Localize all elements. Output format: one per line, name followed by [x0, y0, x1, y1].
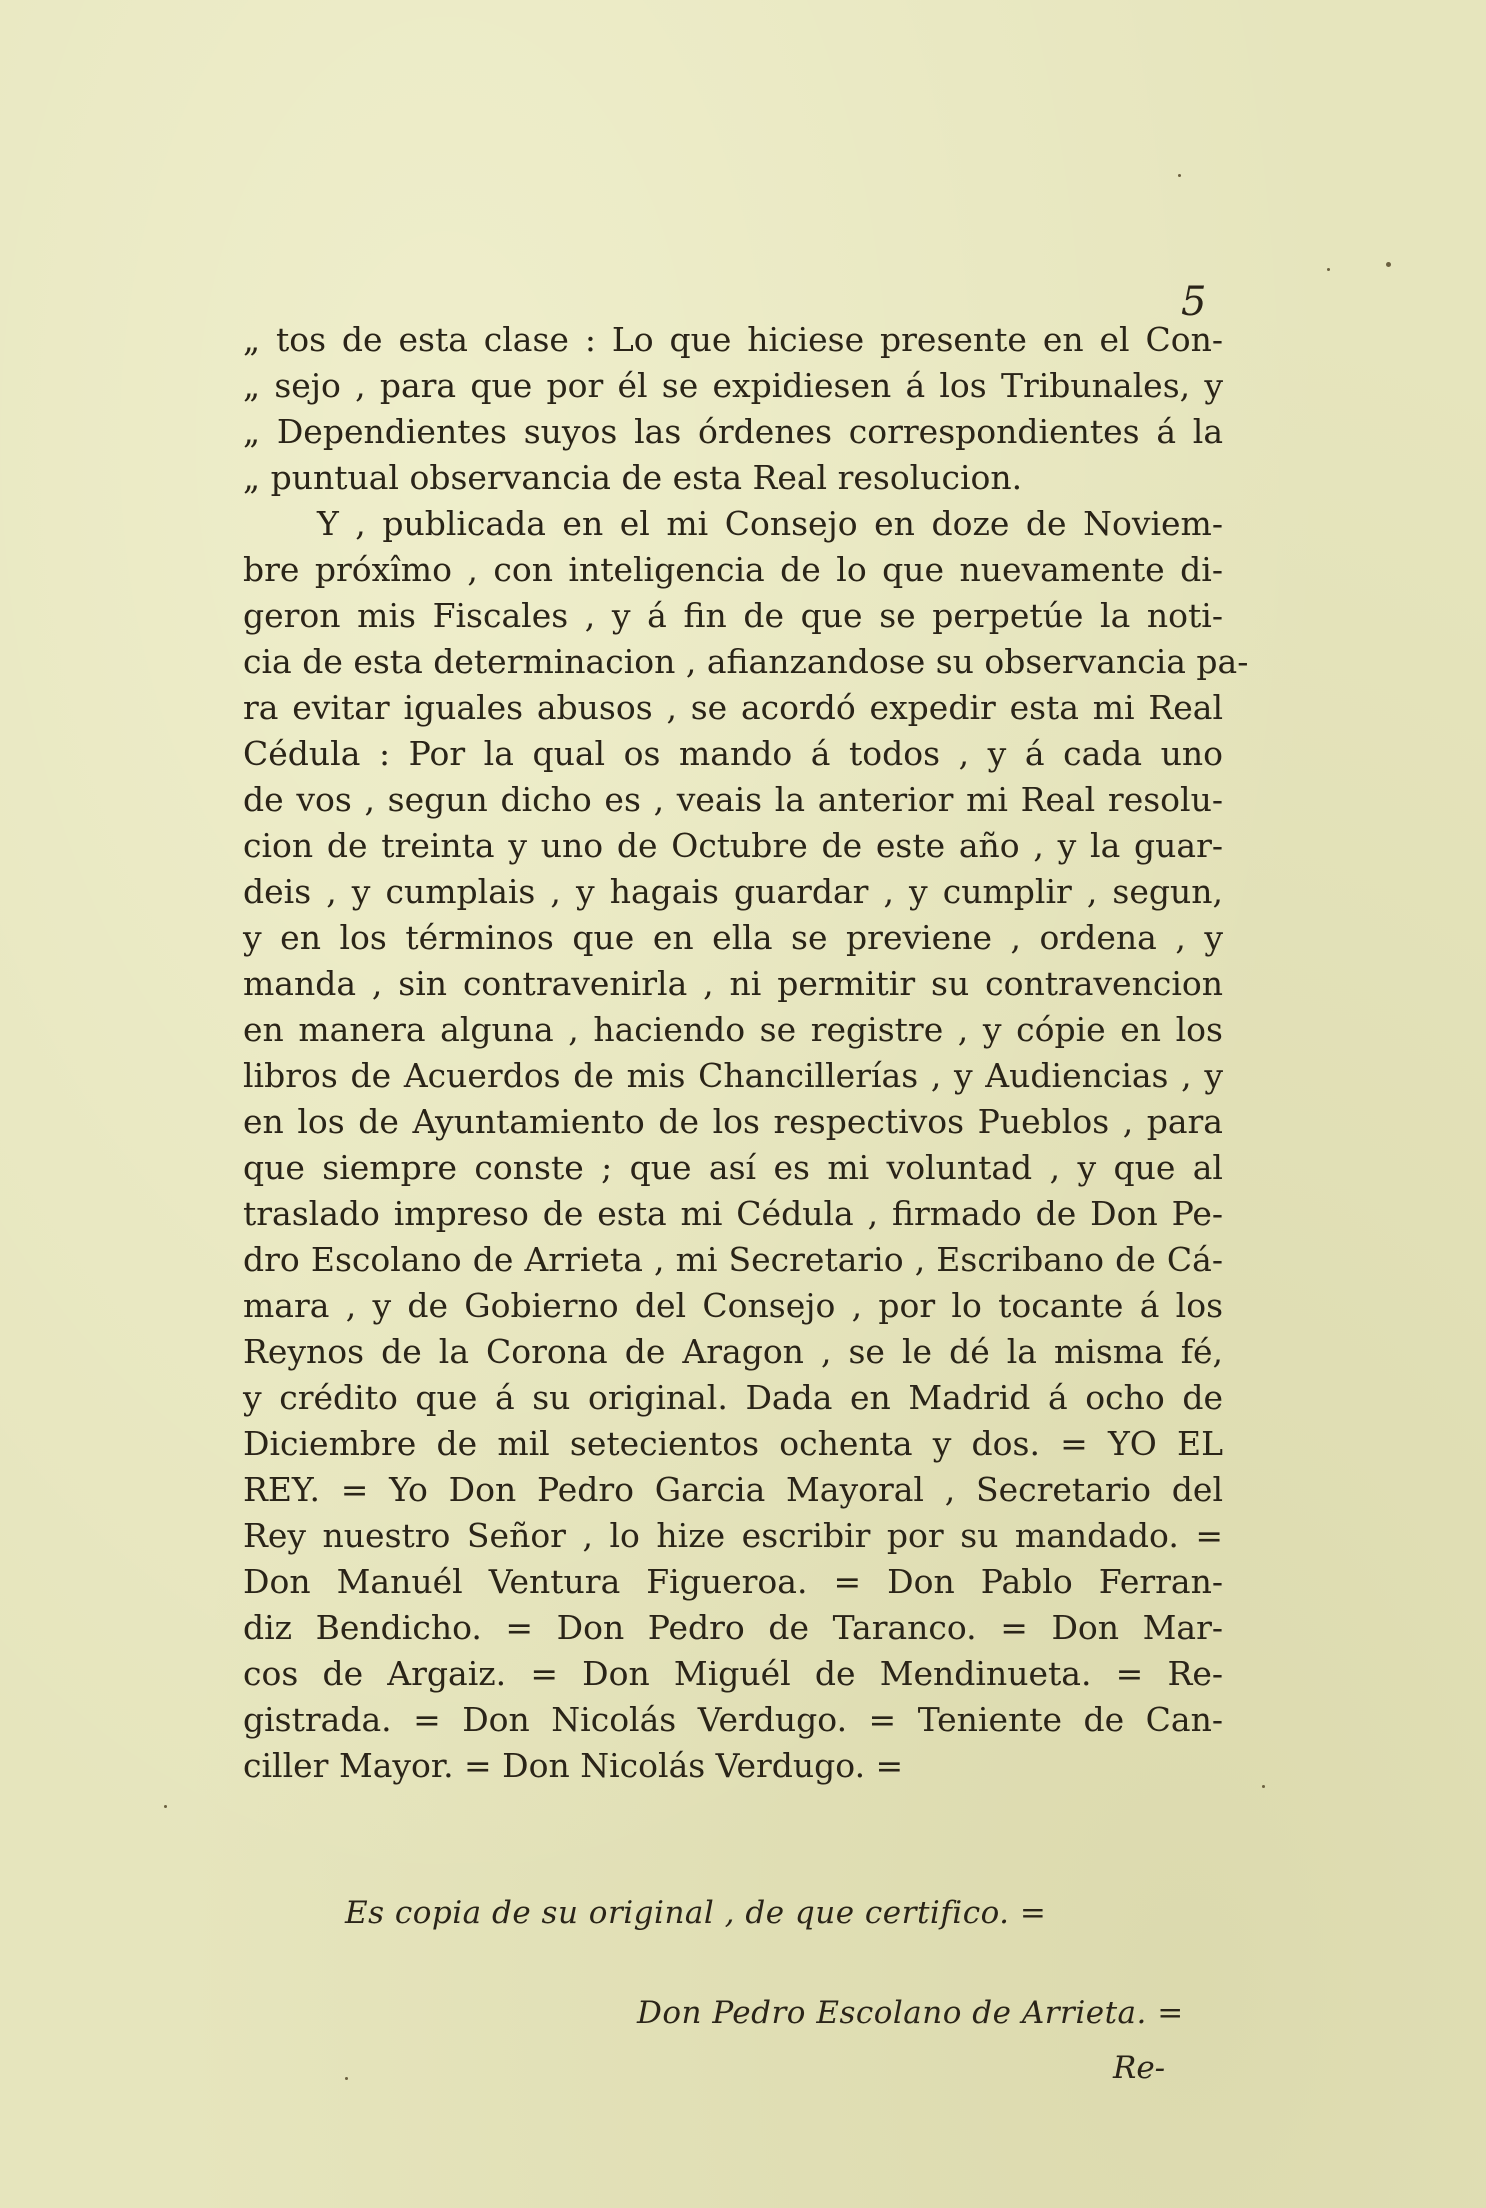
- text-line: ra evitar iguales abusos , se acordó expedir esta mi Real: [243, 688, 1223, 727]
- certification-line: Es copia de su original , de que certifico. =: [345, 1895, 1047, 1931]
- folio-number: 5: [1181, 279, 1207, 325]
- text-line: traslado impreso de esta mi Cédula , firmado de Don Pe-: [243, 1194, 1223, 1233]
- text-line: „ tos de esta clase : Lo que hiciese presente en el Con-: [243, 320, 1223, 359]
- text-line: de vos , segun dicho es , veais la anterior mi Real resolu-: [243, 780, 1223, 819]
- text-line: ciller Mayor. = Don Nicolás Verdugo. =: [243, 1746, 904, 1785]
- text-line: Cédula : Por la qual os mando á todos , y á cada uno: [243, 734, 1223, 773]
- text-line: „ Dependientes suyos las órdenes correspondientes á la: [243, 412, 1223, 451]
- text-line: Y , publicada en el mi Consejo en doze de Noviem-: [317, 504, 1223, 543]
- text-line: que siempre conste ; que así es mi voluntad , y que al: [243, 1148, 1223, 1187]
- text-line: cos de Argaiz. = Don Miguél de Mendinueta. = Re-: [243, 1654, 1223, 1693]
- text-line: manda , sin contravenirla , ni permitir su contravencion: [243, 964, 1223, 1003]
- text-line: dro Escolano de Arrieta , mi Secretario , Escribano de Cá-: [243, 1240, 1223, 1279]
- text-line: mara , y de Gobierno del Consejo , por lo tocante á los: [243, 1286, 1223, 1325]
- catchword: Re-: [1113, 2050, 1166, 2086]
- text-line: diz Bendicho. = Don Pedro de Taranco. = Don Mar-: [243, 1608, 1223, 1647]
- body-text: [243, 317, 1249, 1789]
- text-line: y en los términos que en ella se previene , ordena , y: [243, 918, 1223, 957]
- text-line: „ puntual observancia de esta Real resolucion.: [243, 458, 1023, 497]
- paper-speck: [1178, 174, 1181, 177]
- paper-speck: [1327, 268, 1330, 271]
- text-line: Diciembre de mil setecientos ochenta y dos. = YO EL: [243, 1424, 1223, 1463]
- signature-line: Don Pedro Escolano de Arrieta. =: [637, 1995, 1184, 2031]
- text-line: en manera alguna , haciendo se registre , y cópie en los: [243, 1010, 1223, 1049]
- text-line: Reynos de la Corona de Aragon , se le dé la misma fé,: [243, 1332, 1223, 1371]
- text-line: libros de Acuerdos de mis Chancillerías , y Audiencias , y: [243, 1056, 1223, 1095]
- paper-speck: [345, 2077, 348, 2080]
- text-line: y crédito que á su original. Dada en Madrid á ocho de: [243, 1378, 1223, 1417]
- text-line: REY. = Yo Don Pedro Garcia Mayoral , Secretario del: [243, 1470, 1223, 1509]
- paper-speck: [1262, 1785, 1265, 1788]
- text-line: bre próxîmo , con inteligencia de lo que nuevamente di-: [243, 550, 1223, 589]
- text-line: deis , y cumplais , y hagais guardar , y cumplir , segun,: [243, 872, 1223, 911]
- text-line: cia de esta determinacion , afianzandose su observancia pa-: [243, 642, 1249, 681]
- paper-speck: [164, 1805, 167, 1808]
- text-line: gistrada. = Don Nicolás Verdugo. = Teniente de Can-: [243, 1700, 1223, 1739]
- text-line: „ sejo , para que por él se expidiesen á los Tribunales, y: [243, 366, 1223, 405]
- text-line: en los de Ayuntamiento de los respectivos Pueblos , para: [243, 1102, 1223, 1141]
- text-line: geron mis Fiscales , y á fin de que se perpetúe la noti-: [243, 596, 1223, 635]
- text-line: Don Manuél Ventura Figueroa. = Don Pablo Ferran-: [243, 1562, 1223, 1601]
- paper-speck: [1386, 262, 1391, 267]
- text-line: Rey nuestro Señor , lo hize escribir por su mandado. =: [243, 1516, 1223, 1555]
- text-line: cion de treinta y uno de Octubre de este año , y la guar-: [243, 826, 1223, 865]
